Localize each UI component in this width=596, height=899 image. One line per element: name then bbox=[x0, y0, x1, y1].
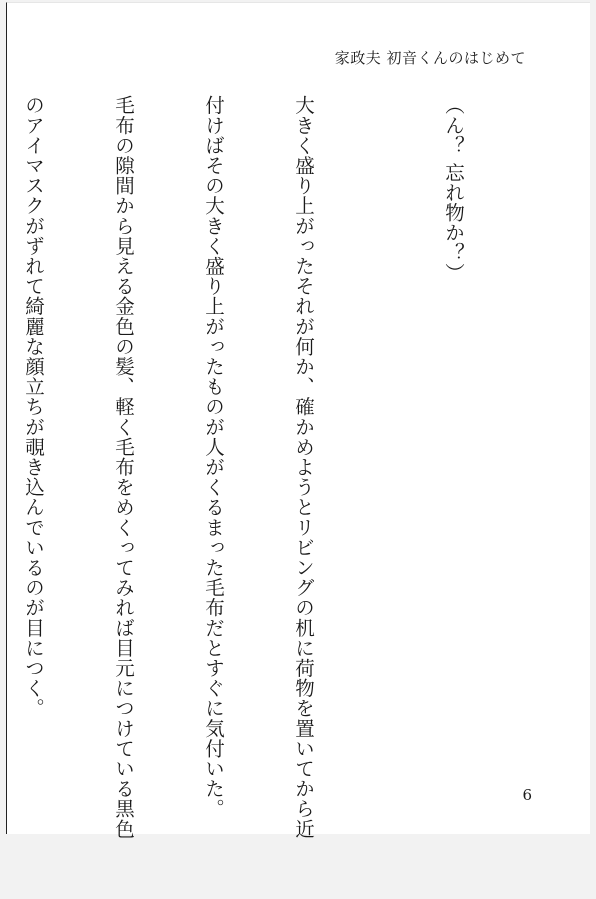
text-line: （ん？ 忘れ物か？） bbox=[442, 95, 465, 283]
book-page bbox=[6, 2, 590, 839]
text-line: 毛布の隙間から見える金色の髪、軽く毛布をめくってみれば目元につけている黒色 bbox=[112, 95, 135, 839]
running-header: 家政夫 初音くんのはじめて bbox=[334, 49, 526, 67]
text-line: のアイマスクがずれて綺麗な顔立ちが覗き込んでいるのが目につく。 bbox=[22, 95, 45, 719]
text-line: 大きく盛り上がったそれが何か、確かめようとリビングの机に荷物を置いてから近 bbox=[292, 95, 315, 839]
page-number: 6 bbox=[522, 786, 532, 804]
text-line: 付けばその大きく盛り上がったものが人がくるまった毛布だとすぐに気付いた。 bbox=[202, 95, 225, 819]
vertical-body-text bbox=[22, 95, 528, 839]
